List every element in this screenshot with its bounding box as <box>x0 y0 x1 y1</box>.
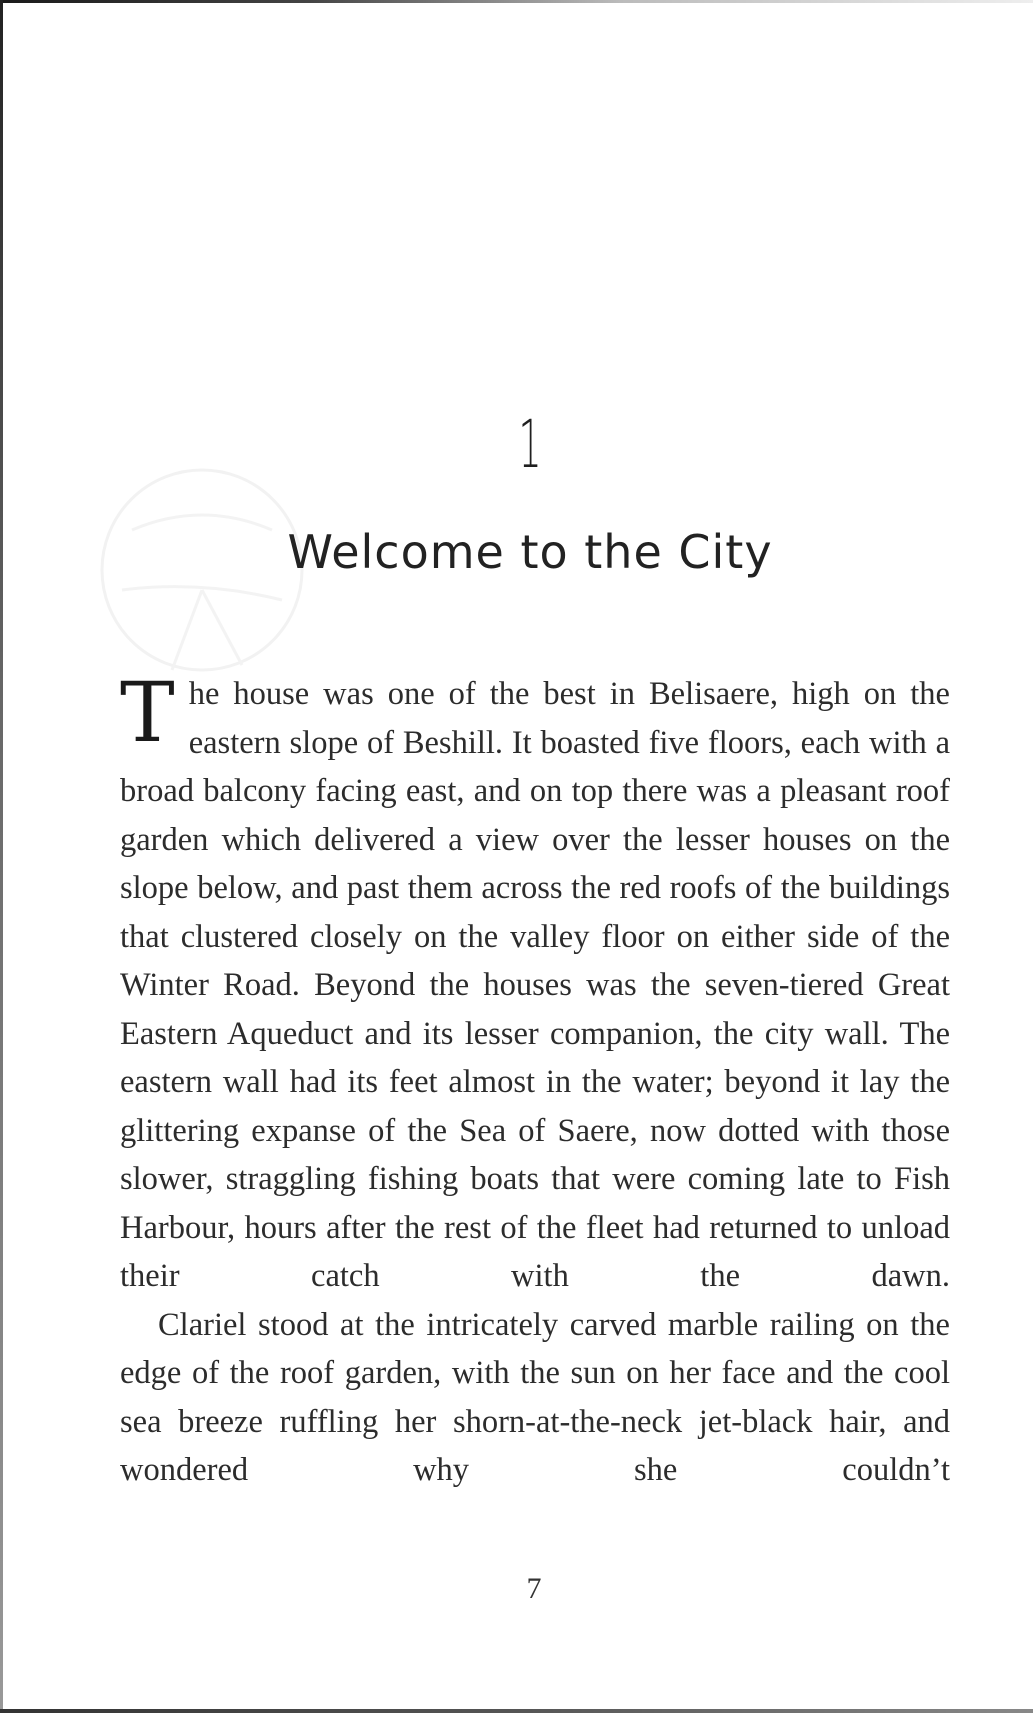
paragraph-1 <box>120 666 950 1301</box>
scan-edge-top <box>0 0 1033 3</box>
chapter-title: Welcome to the City <box>287 525 773 579</box>
page-number: 7 <box>526 1572 542 1605</box>
drop-cap: T <box>120 666 175 761</box>
paragraph-1-text: he house was one of the best in Belisaere, high on the eastern slope of Beshill. It boasted five floors, each with a broad balcony facing east, and on top there was a pleasant roof garden which delivered a view over the lesser houses on the slope below, and past them across the red roofs of the buildings that clustered closely on the valley floor on either side of the Winter Road. Beyond the houses was the seven-tiered Great Eastern Aqueduct and its lesser companion, the city wall. The eastern wall had its feet almost in the water; beyond it lay the glittering expanse of the Sea of Saere, now dotted with those slower, straggling fishing boats that were coming late to Fish Harbour, hours after the rest of the fleet had returned to unload their catch with the dawn. <box>120 676 950 1294</box>
chapter-number: 1 <box>518 406 542 483</box>
chapter-body <box>120 666 950 1495</box>
scan-edge-bottom <box>0 1709 1033 1713</box>
scan-edge-left <box>0 0 3 1713</box>
paragraph-2 <box>120 1301 950 1495</box>
paragraph-2-text: Clariel stood at the intricately carved marble railing on the edge of the roof garden, with the sun on her face and the cool sea breeze ruffling her shorn-at-the-neck jet-black hair, and wondered why she couldn’t <box>120 1306 950 1488</box>
